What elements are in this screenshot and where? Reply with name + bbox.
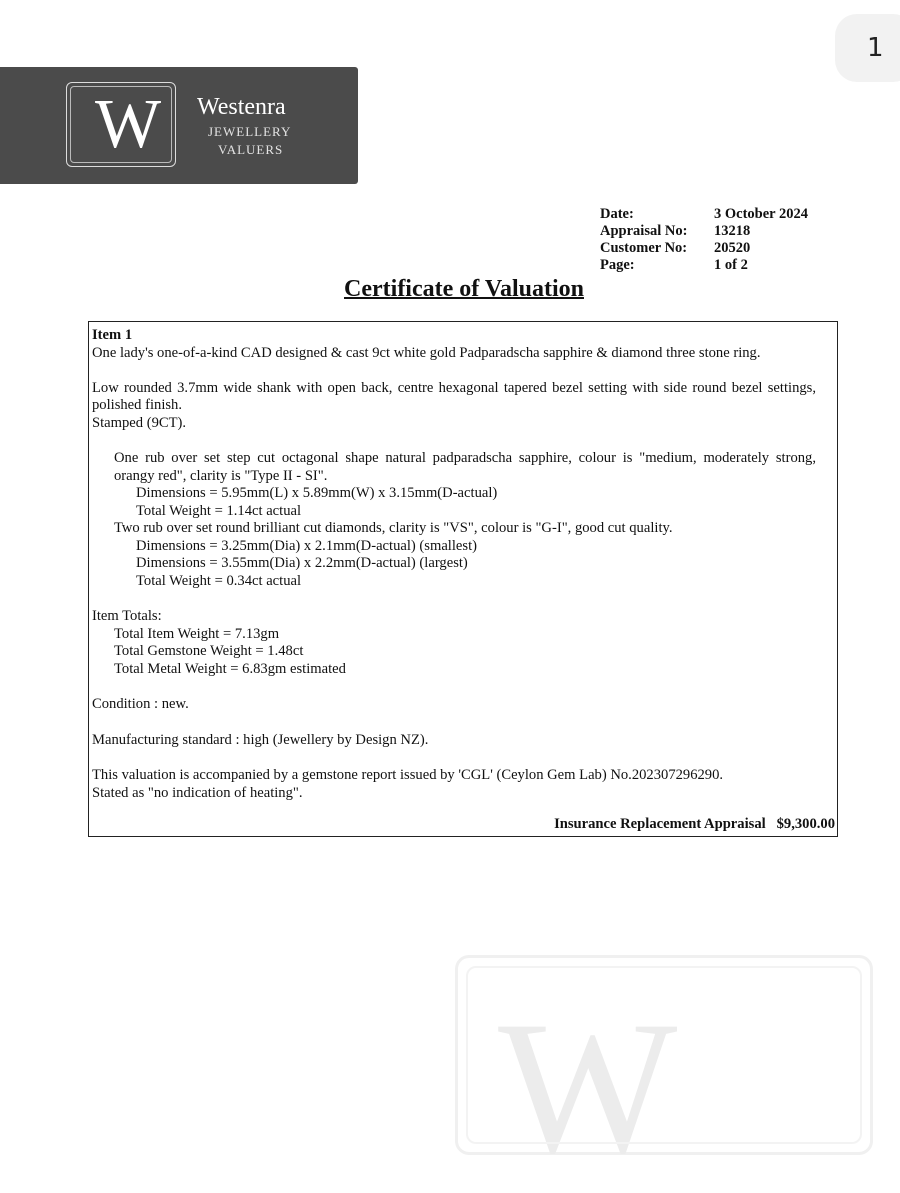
sapphire-line-1: One rub over set step cut octagonal shape natural padparadscha sapphire, colour is "medium, moderately strong, — [114, 450, 816, 466]
diamond-dimensions-smallest: Dimensions = 3.25mm(Dia) x 2.1mm(D-actual) (smallest) — [136, 538, 477, 554]
appraisal-no-label: Appraisal No: — [600, 223, 688, 239]
appraisal-total — [0, 815, 835, 833]
page-number-badge: 1 — [835, 14, 900, 82]
item-description: One lady's one-of-a-kind CAD designed & cast 9ct white gold Padparadscha sapphire & diamond three stone ring. — [92, 345, 761, 361]
setting-line-1: Low rounded 3.7mm wide shank with open back, centre hexagonal tapered bezel setting with side round bezel settings, — [92, 380, 816, 396]
total-gemstone-weight: Total Gemstone Weight = 1.48ct — [114, 643, 304, 659]
watermark-logo — [455, 955, 873, 1193]
diamond-weight: Total Weight = 0.34ct actual — [136, 573, 302, 589]
customer-no-label: Customer No: — [600, 240, 688, 256]
item-heading: Item 1 — [92, 327, 133, 343]
appraisal-label: Insurance Replacement Appraisal — [554, 816, 766, 832]
appraisal-value: $9,300.00 — [776, 816, 835, 832]
condition-line: Condition : new. — [92, 696, 189, 712]
date-label: Date: — [600, 206, 634, 222]
sapphire-line-2: orangy red", clarity is "Type II - SI". — [114, 468, 328, 484]
totals-heading: Item Totals: — [92, 608, 162, 624]
logo-w-glyph: W — [94, 86, 148, 163]
brand-name: Westenra — [197, 94, 286, 120]
watermark-w-glyph: W — [498, 983, 638, 1193]
appraisal-no-value: 13218 — [714, 223, 751, 239]
total-item-weight: Total Item Weight = 7.13gm — [114, 626, 280, 642]
stamp-line: Stamped (9CT). — [92, 415, 187, 431]
customer-no-value: 20520 — [714, 240, 751, 256]
company-logo — [0, 67, 358, 184]
page-label: Page: — [600, 257, 635, 273]
date-value: 3 October 2024 — [714, 206, 808, 222]
manufacturing-line: Manufacturing standard : high (Jewellery by Design NZ). — [92, 732, 429, 748]
report-line-2: Stated as "no indication of heating". — [92, 785, 303, 801]
sapphire-dimensions: Dimensions = 5.95mm(L) x 5.89mm(W) x 3.15mm(D-actual) — [136, 485, 498, 501]
page-title: Certificate of Valuation — [344, 276, 584, 302]
brand-subtitle-1: JEWELLERY — [208, 124, 292, 139]
brand-subtitle-2: VALUERS — [218, 142, 284, 157]
diamonds-line: Two rub over set round brilliant cut diamonds, clarity is "VS", colour is "G-I", good cut quality. — [114, 520, 673, 536]
total-metal-weight: Total Metal Weight = 6.83gm estimated — [114, 661, 346, 677]
report-line-1: This valuation is accompanied by a gemstone report issued by 'CGL' (Ceylon Gem Lab) No.202307296290. — [92, 767, 724, 783]
diamond-dimensions-largest: Dimensions = 3.55mm(Dia) x 2.2mm(D-actual) (largest) — [136, 555, 468, 571]
logo-mark — [66, 82, 176, 167]
setting-line-2: polished finish. — [92, 397, 182, 413]
sapphire-weight: Total Weight = 1.14ct actual — [136, 503, 302, 519]
page-value: 1 of 2 — [714, 257, 748, 273]
